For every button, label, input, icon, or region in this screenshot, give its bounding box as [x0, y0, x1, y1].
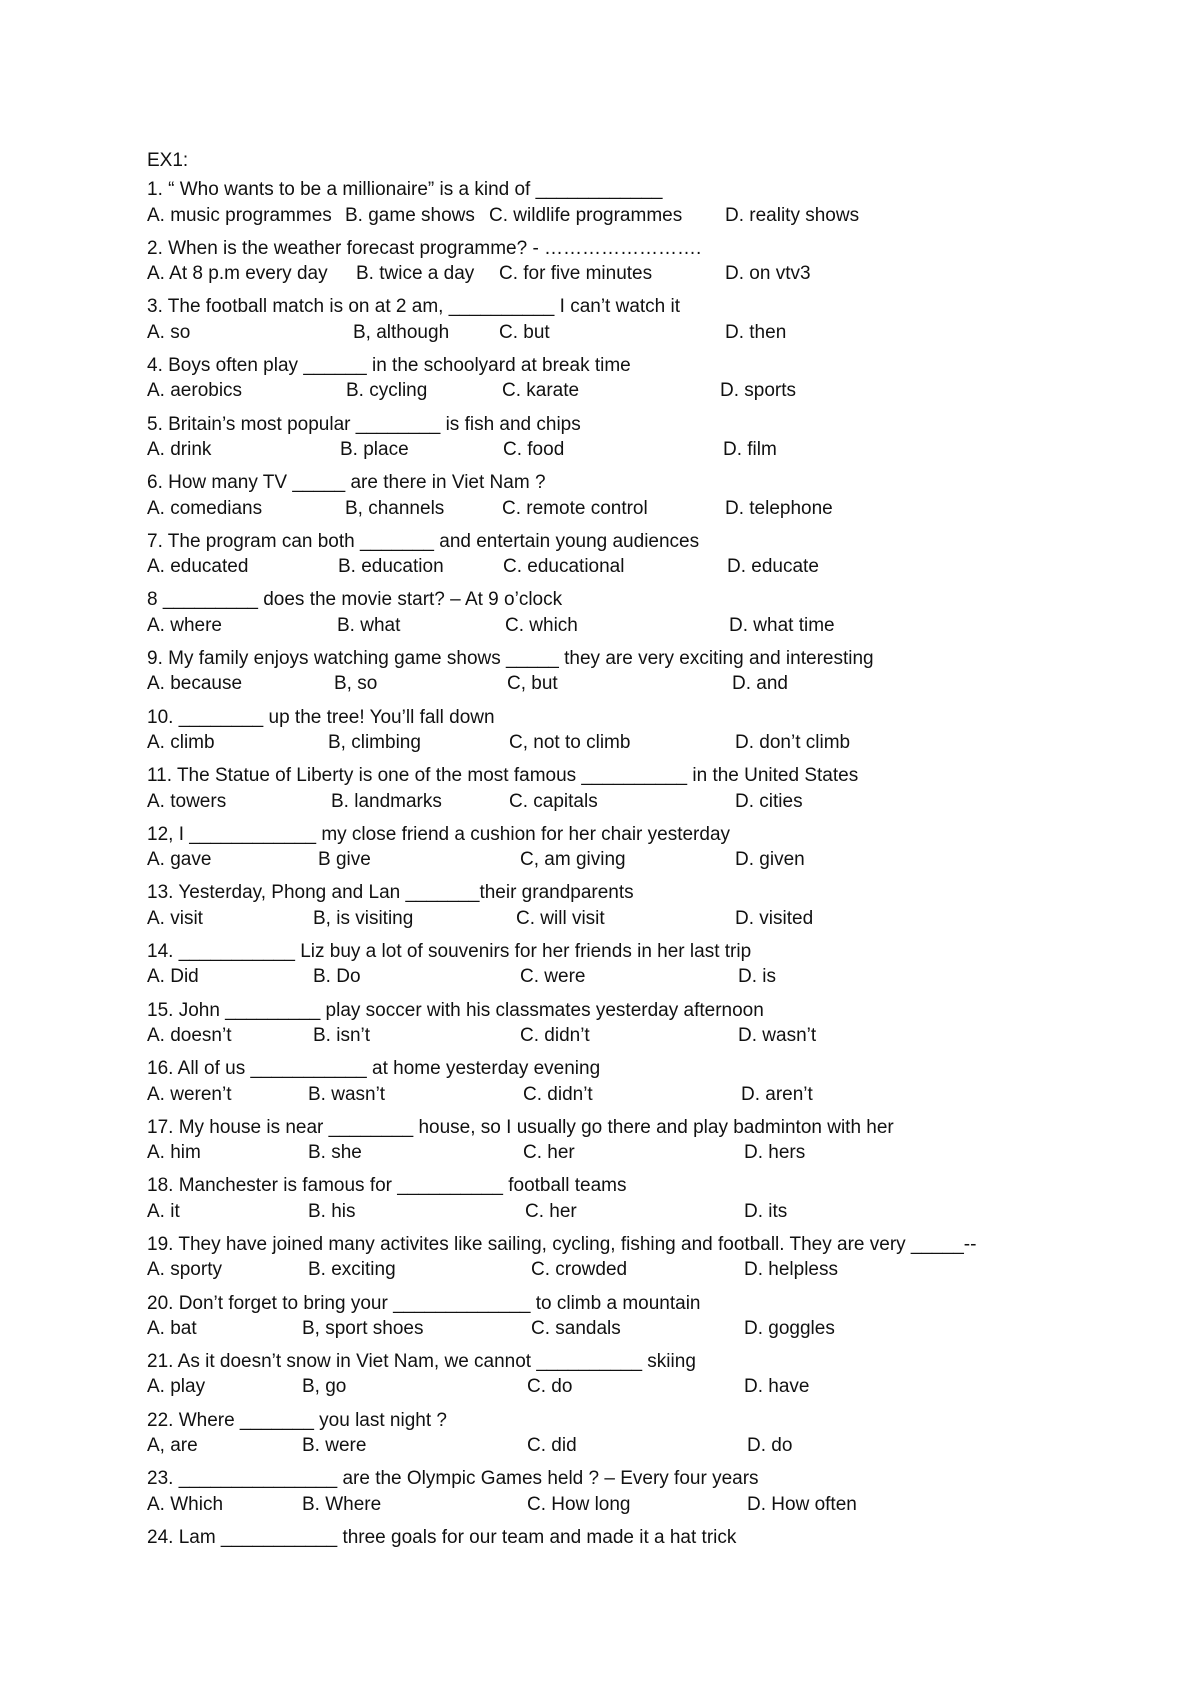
- question-15-option-c: C. didn’t: [520, 1024, 590, 1046]
- question-23-option-d: D. How often: [747, 1493, 857, 1515]
- question-20-text: 20. Don’t forget to bring your _____________ to climb a mountain: [147, 1292, 701, 1314]
- question-6-option-b: B, channels: [345, 497, 445, 519]
- question-19-option-d: D. helpless: [744, 1259, 838, 1281]
- question-3-text: 3. The football match is on at 2 am, __________ I can’t watch it: [147, 296, 681, 318]
- question-14-options: [147, 966, 1147, 995]
- question-4-options: [147, 380, 1147, 409]
- question-2-text: 2. When is the weather forecast programme? - …………………….: [147, 237, 702, 259]
- question-2-option-d: D. on vtv3: [725, 263, 811, 285]
- question-4-option-c: C. karate: [502, 380, 580, 402]
- question-10-option-a: A. climb: [147, 731, 215, 753]
- question-23-option-b: B. Where: [302, 1493, 382, 1515]
- question-5-option-c: C. food: [503, 438, 565, 460]
- exercise-label: EX1:: [147, 150, 189, 171]
- question-17-option-a: A. him: [147, 1142, 201, 1164]
- question-16-option-b: B. wasn’t: [308, 1083, 386, 1105]
- question-11-option-c: C. capitals: [509, 790, 598, 812]
- question-13-text: 13. Yesterday, Phong and Lan _______their grandparents: [147, 882, 634, 904]
- question-9-option-d: D. and: [732, 673, 788, 695]
- question-13-option-c: C. will visit: [516, 907, 605, 929]
- question-18-options: [147, 1201, 1147, 1230]
- question-15-option-a: A. doesn’t: [147, 1024, 232, 1046]
- question-11-option-d: D. cities: [735, 790, 803, 812]
- question-23-option-a: A. Which: [147, 1493, 224, 1515]
- question-22-options: [147, 1435, 1147, 1464]
- question-22-option-d: D. do: [747, 1435, 793, 1457]
- question-23-option-c: C. How long: [527, 1493, 631, 1515]
- question-1-option-c: C. wildlife programmes: [489, 204, 683, 226]
- question-4-text: 4. Boys often play ______ in the schoolyard at break time: [147, 355, 631, 377]
- question-1-options: [147, 205, 1147, 234]
- question-12-option-b: B give: [318, 849, 371, 871]
- question-15-text: 15. John _________ play soccer with his classmates yesterday afternoon: [147, 999, 764, 1021]
- question-22-option-a: A, are: [147, 1435, 198, 1457]
- question-22-option-b: B. were: [302, 1435, 367, 1457]
- question-20-option-b: B, sport shoes: [302, 1317, 424, 1339]
- question-12-options: [147, 849, 1147, 878]
- question-8-options: [147, 615, 1147, 644]
- question-17-text: 17. My house is near ________ house, so I usually go there and play badminton with her: [147, 1116, 894, 1138]
- question-16-option-d: D. aren’t: [741, 1083, 813, 1105]
- question-1-option-d: D. reality shows: [725, 204, 860, 226]
- question-8-option-a: A. where: [147, 614, 222, 636]
- question-11-option-b: B. landmarks: [331, 790, 442, 812]
- question-19-option-b: B. exciting: [308, 1259, 396, 1281]
- question-2-option-c: C. for five minutes: [499, 263, 653, 285]
- question-21-option-a: A. play: [147, 1376, 206, 1398]
- question-6-option-c: C. remote control: [502, 497, 648, 519]
- question-20-option-d: D. goggles: [744, 1317, 835, 1339]
- question-10-option-c: C, not to climb: [509, 731, 631, 753]
- question-3-option-d: D. then: [725, 321, 787, 343]
- question-18-option-d: D. its: [744, 1200, 788, 1222]
- question-14-option-d: D. is: [738, 966, 776, 988]
- question-5-option-d: D. film: [723, 438, 777, 460]
- question-5-option-b: B. place: [340, 438, 409, 460]
- question-8-option-d: D. what time: [729, 614, 835, 636]
- question-20-option-a: A. bat: [147, 1317, 197, 1339]
- question-21-text: 21. As it doesn’t snow in Viet Nam, we cannot __________ skiing: [147, 1351, 696, 1373]
- question-15-option-d: D. wasn’t: [738, 1024, 817, 1046]
- question-13-options: [147, 908, 1147, 937]
- question-13-option-b: B, is visiting: [313, 907, 414, 929]
- question-10-options: [147, 732, 1147, 761]
- question-9-options: [147, 673, 1147, 702]
- question-19-text: 19. They have joined many activites like sailing, cycling, fishing and football. They are very _____--: [147, 1233, 977, 1255]
- question-19-options: [147, 1259, 1147, 1288]
- question-23-options: [147, 1494, 1147, 1523]
- question-5-text: 5. Britain’s most popular ________ is fish and chips: [147, 413, 581, 435]
- question-19-option-a: A. sporty: [147, 1259, 222, 1281]
- question-18-option-a: A. it: [147, 1200, 180, 1222]
- question-12-option-a: A. gave: [147, 849, 212, 871]
- question-1-option-a: A. music programmes: [147, 204, 332, 226]
- question-8-option-c: C. which: [505, 614, 578, 636]
- question-11-option-a: A. towers: [147, 790, 227, 812]
- question-6-option-a: A. comedians: [147, 497, 263, 519]
- question-2-option-b: B. twice a day: [356, 263, 475, 285]
- question-23-text: 23. _______________ are the Olympic Games held ? – Every four years: [147, 1468, 759, 1490]
- question-18-option-b: B. his: [308, 1200, 356, 1222]
- question-7-option-d: D. educate: [727, 556, 819, 578]
- exercise-content: [147, 146, 1147, 1552]
- question-17-option-d: D. hers: [744, 1142, 806, 1164]
- question-21-options: [147, 1376, 1147, 1405]
- question-17-options: [147, 1142, 1147, 1171]
- question-2-option-a: A. At 8 p.m every day: [147, 263, 328, 285]
- question-16-option-c: C. didn’t: [523, 1083, 593, 1105]
- question-19-option-c: C. crowded: [531, 1259, 628, 1281]
- question-17-option-b: B. she: [308, 1142, 362, 1164]
- question-4-option-d: D. sports: [720, 380, 797, 402]
- question-9-text: 9. My family enjoys watching game shows _____ they are very exciting and interesting: [147, 648, 874, 670]
- question-21-option-b: B, go: [302, 1376, 347, 1398]
- question-16-option-a: A. weren’t: [147, 1083, 232, 1105]
- question-24-text: 24. Lam ___________ three goals for our team and made it a hat trick: [147, 1526, 737, 1548]
- question-18-text: 18. Manchester is famous for __________ football teams: [147, 1175, 627, 1197]
- question-13-option-d: D. visited: [735, 907, 814, 929]
- question-9-option-b: B, so: [334, 673, 378, 695]
- question-14-option-a: A. Did: [147, 966, 199, 988]
- question-10-text: 10. ________ up the tree! You’ll fall down: [147, 706, 495, 728]
- question-20-options: [147, 1318, 1147, 1347]
- question-14-option-c: C. were: [520, 966, 586, 988]
- question-22-text: 22. Where _______ you last night ?: [147, 1409, 447, 1431]
- question-9-option-c: C, but: [507, 673, 558, 695]
- question-11-options: [147, 791, 1147, 820]
- question-22-option-c: C. did: [527, 1435, 577, 1457]
- question-1-text: 1. “ Who wants to be a millionaire” is a kind of ____________: [147, 179, 663, 201]
- question-10-option-d: D. don’t climb: [735, 731, 851, 753]
- question-5-option-a: A. drink: [147, 438, 212, 460]
- question-3-option-c: C. but: [499, 321, 550, 343]
- question-3-option-b: B, although: [353, 321, 450, 343]
- question-14-option-b: B. Do: [313, 966, 361, 988]
- question-3-option-a: A. so: [147, 321, 191, 343]
- question-18-option-c: C. her: [525, 1200, 577, 1222]
- question-3-options: [147, 322, 1147, 351]
- question-6-option-d: D. telephone: [725, 497, 833, 519]
- question-8-option-b: B. what: [337, 614, 401, 636]
- question-11-text: 11. The Statue of Liberty is one of the most famous __________ in the United States: [147, 765, 859, 787]
- question-4-option-b: B. cycling: [346, 380, 428, 402]
- question-12-option-c: C, am giving: [520, 849, 626, 871]
- question-17-option-c: C. her: [523, 1142, 575, 1164]
- question-14-text: 14. ___________ Liz buy a lot of souvenirs for her friends in her last trip: [147, 941, 752, 963]
- question-7-text: 7. The program can both _______ and entertain young audiences: [147, 530, 700, 552]
- question-1-option-b: B. game shows: [345, 204, 475, 226]
- question-7-option-b: B. education: [338, 556, 444, 578]
- question-16-options: [147, 1084, 1147, 1113]
- question-21-option-c: C. do: [527, 1376, 573, 1398]
- question-15-options: [147, 1025, 1147, 1054]
- question-7-option-a: A. educated: [147, 556, 249, 578]
- question-10-option-b: B, climbing: [328, 731, 421, 753]
- question-8-text: 8 _________ does the movie start? – At 9 o’clock: [147, 589, 563, 611]
- question-21-option-d: D. have: [744, 1376, 810, 1398]
- question-4-option-a: A. aerobics: [147, 380, 243, 402]
- question-20-option-c: C. sandals: [531, 1317, 621, 1339]
- question-9-option-a: A. because: [147, 673, 243, 695]
- question-13-option-a: A. visit: [147, 907, 203, 929]
- question-2-options: [147, 263, 1147, 292]
- question-5-options: [147, 439, 1147, 468]
- question-6-text: 6. How many TV _____ are there in Viet Nam ?: [147, 472, 546, 494]
- question-6-options: [147, 498, 1147, 527]
- question-7-option-c: C. educational: [503, 556, 625, 578]
- question-16-text: 16. All of us ___________ at home yesterday evening: [147, 1058, 601, 1080]
- question-12-option-d: D. given: [735, 849, 805, 871]
- question-7-options: [147, 556, 1147, 585]
- question-15-option-b: B. isn’t: [313, 1024, 371, 1046]
- question-12-text: 12, I ____________ my close friend a cushion for her chair yesterday: [147, 823, 731, 845]
